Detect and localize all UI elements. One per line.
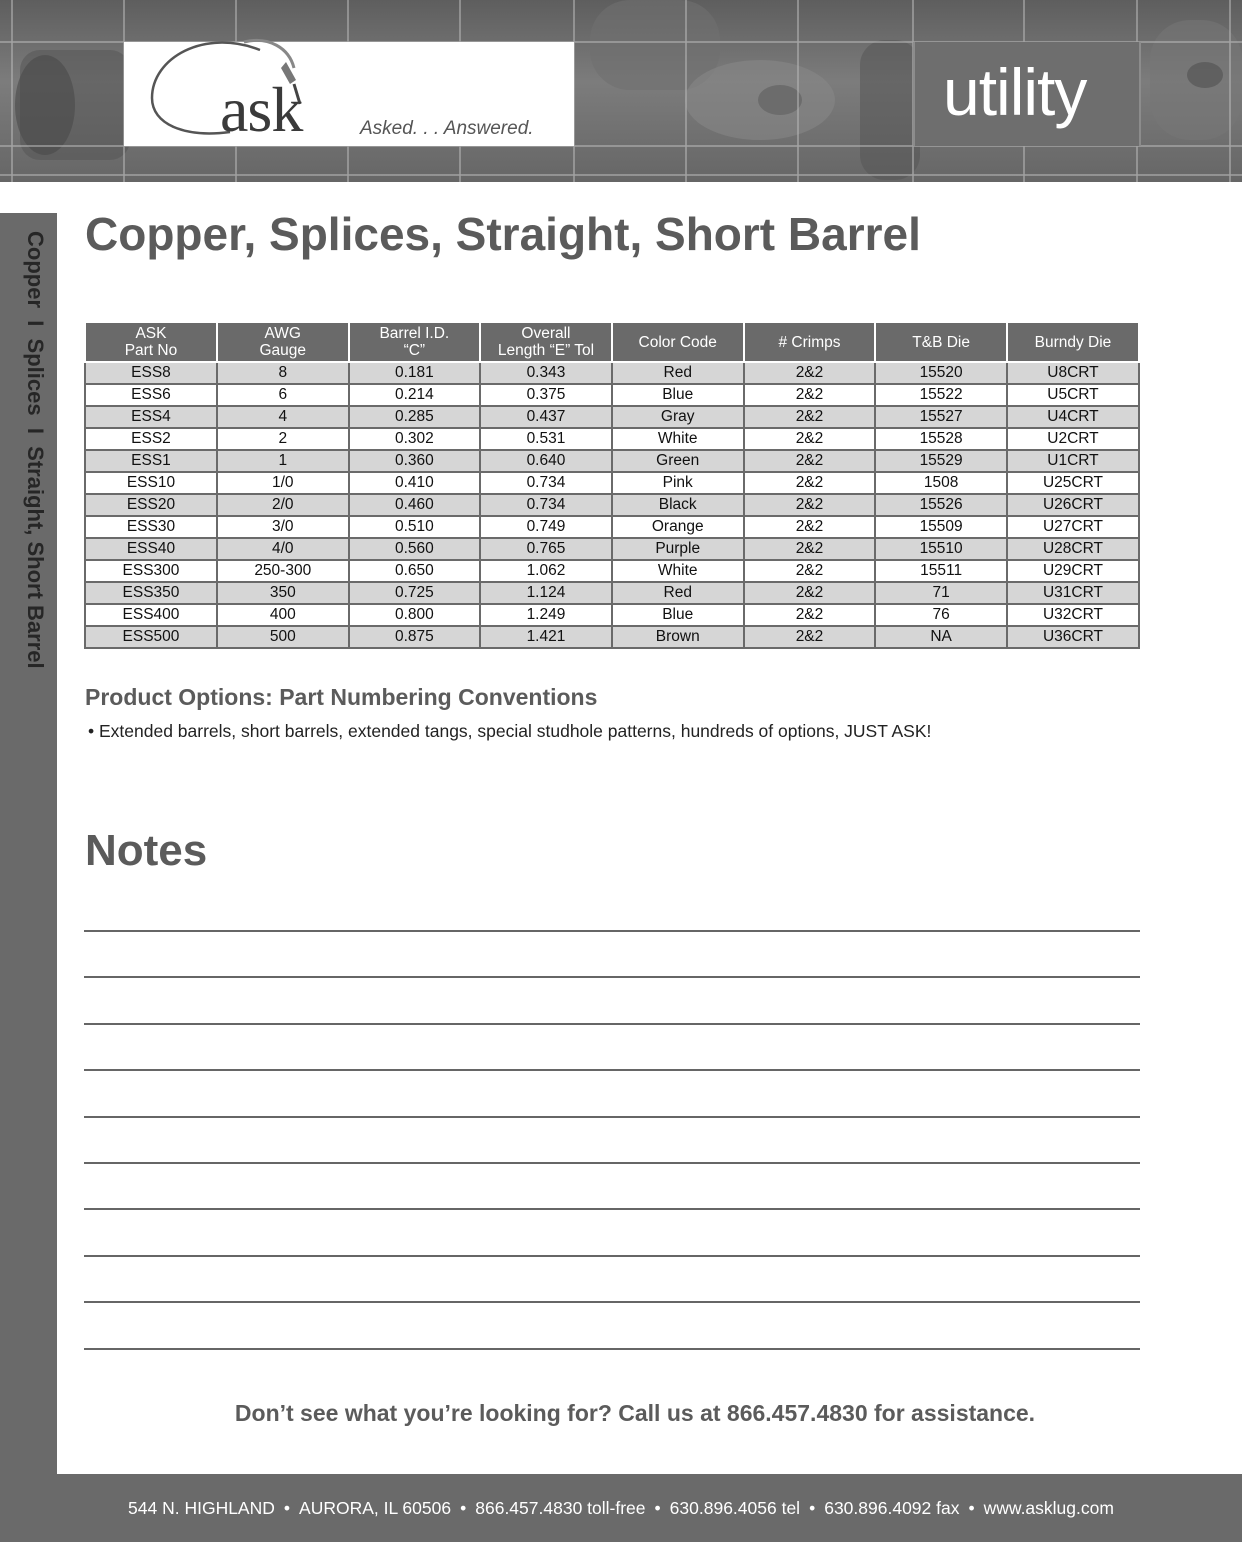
table-cell: 0.285: [349, 406, 481, 428]
table-body: [85, 362, 1139, 648]
table-cell: 15529: [875, 450, 1007, 472]
table-cell: 2&2: [744, 384, 876, 406]
table-row: [85, 428, 1139, 450]
table-cell: ESS20: [85, 494, 217, 516]
table-cell: ESS40: [85, 538, 217, 560]
table-cell: 0.725: [349, 582, 481, 604]
category-badge: [913, 42, 1141, 146]
table-cell: 0.437: [480, 406, 612, 428]
table-cell: 2&2: [744, 362, 876, 384]
table-cell: 2&2: [744, 560, 876, 582]
table-cell: U29CRT: [1007, 560, 1139, 582]
table-cell: 6: [217, 384, 349, 406]
table-cell: 1.062: [480, 560, 612, 582]
table-cell: U8CRT: [1007, 362, 1139, 384]
table-cell: 2&2: [744, 472, 876, 494]
header-banner: [0, 0, 1242, 182]
table-cell: 0.510: [349, 516, 481, 538]
notes-heading: Notes: [85, 826, 208, 875]
table-cell: 2&2: [744, 450, 876, 472]
table-cell: 1508: [875, 472, 1007, 494]
table-row: [85, 582, 1139, 604]
table-cell: 0.640: [480, 450, 612, 472]
table-cell: ESS350: [85, 582, 217, 604]
table-cell: 0.360: [349, 450, 481, 472]
table-cell: 0.800: [349, 604, 481, 626]
table-cell: U28CRT: [1007, 538, 1139, 560]
table-cell: 3/0: [217, 516, 349, 538]
footer-separator: •: [654, 1498, 661, 1518]
table-cell: 0.875: [349, 626, 481, 648]
note-line: [84, 930, 1140, 932]
options-heading: Product Options: Part Numbering Conventions: [85, 684, 598, 710]
table-row: [85, 604, 1139, 626]
note-line: [84, 1348, 1140, 1350]
logo: [124, 42, 574, 146]
table-cell: Gray: [612, 406, 744, 428]
table-cell: Orange: [612, 516, 744, 538]
table-cell: U27CRT: [1007, 516, 1139, 538]
header-color-code: Color Code: [612, 322, 744, 362]
note-line: [84, 1069, 1140, 1071]
table-cell: 8: [217, 362, 349, 384]
table-row: [85, 472, 1139, 494]
table-cell: Pink: [612, 472, 744, 494]
table-cell: ESS30: [85, 516, 217, 538]
table-row: [85, 362, 1139, 384]
table-cell: White: [612, 428, 744, 450]
table-row: [85, 384, 1139, 406]
table-row: [85, 538, 1139, 560]
footer-contact-item: AURORA, IL 60506: [299, 1498, 452, 1518]
footer-contact-info: [0, 1498, 1242, 1519]
table-cell: 15509: [875, 516, 1007, 538]
table-cell: 15522: [875, 384, 1007, 406]
table-cell: 0.560: [349, 538, 481, 560]
note-line: [84, 1162, 1140, 1164]
footer-separator: •: [968, 1498, 975, 1518]
table-cell: 1/0: [217, 472, 349, 494]
table-cell: 2&2: [744, 494, 876, 516]
note-line: [84, 1116, 1140, 1118]
table-cell: White: [612, 560, 744, 582]
note-line: [84, 1301, 1140, 1303]
table-cell: U26CRT: [1007, 494, 1139, 516]
footer: [0, 1474, 1242, 1542]
table-cell: 2&2: [744, 516, 876, 538]
table-cell: 0.765: [480, 538, 612, 560]
table-cell: Blue: [612, 604, 744, 626]
note-line: [84, 976, 1140, 978]
table-cell: 0.460: [349, 494, 481, 516]
header-tb-die: T&B Die: [875, 322, 1007, 362]
table-cell: 4: [217, 406, 349, 428]
sidebar-breadcrumb: Copper I Splices I Straight, Short Barrel: [23, 231, 48, 669]
table-cell: 0.181: [349, 362, 481, 384]
table-cell: ESS500: [85, 626, 217, 648]
table-row: [85, 450, 1139, 472]
logo-wordmark: ask: [220, 74, 303, 145]
table-cell: 250-300: [217, 560, 349, 582]
table-cell: 0.410: [349, 472, 481, 494]
footer-contact-item: 630.896.4056 tel: [669, 1498, 801, 1518]
table-cell: 0.302: [349, 428, 481, 450]
table-header-row: [85, 322, 1139, 362]
table-cell: 2&2: [744, 538, 876, 560]
logo-tagline: Asked. . . Answered.: [360, 118, 534, 139]
table-cell: 71: [875, 582, 1007, 604]
table-cell: U32CRT: [1007, 604, 1139, 626]
table-cell: ESS4: [85, 406, 217, 428]
table-cell: U36CRT: [1007, 626, 1139, 648]
table-row: [85, 626, 1139, 648]
table-cell: 0.749: [480, 516, 612, 538]
table-row: [85, 560, 1139, 582]
call-to-action: Don’t see what you’re looking for? Call us at 866.457.4830 for assistance.: [234, 1400, 1036, 1426]
table-cell: 350: [217, 582, 349, 604]
header-burndy-die: Burndy Die: [1007, 322, 1139, 362]
table-cell: Brown: [612, 626, 744, 648]
table-cell: 76: [875, 604, 1007, 626]
table-cell: Green: [612, 450, 744, 472]
table-cell: ESS1: [85, 450, 217, 472]
footer-contact-item: 544 N. HIGHLAND: [128, 1498, 275, 1518]
table-cell: 2: [217, 428, 349, 450]
table-cell: ESS400: [85, 604, 217, 626]
table-cell: 15511: [875, 560, 1007, 582]
table-cell: U25CRT: [1007, 472, 1139, 494]
table-cell: 1.124: [480, 582, 612, 604]
note-line: [84, 1208, 1140, 1210]
table-cell: ESS300: [85, 560, 217, 582]
table-cell: 2&2: [744, 428, 876, 450]
footer-contact-item: 866.457.4830 toll-free: [475, 1498, 646, 1518]
table-cell: 0.531: [480, 428, 612, 450]
footer-separator: •: [809, 1498, 816, 1518]
table-cell: 500: [217, 626, 349, 648]
table-cell: 0.650: [349, 560, 481, 582]
table-row: [85, 406, 1139, 428]
table-cell: 15528: [875, 428, 1007, 450]
table-cell: 2&2: [744, 626, 876, 648]
table-cell: 0.734: [480, 494, 612, 516]
table-cell: 2/0: [217, 494, 349, 516]
table-cell: 0.734: [480, 472, 612, 494]
table-cell: 15526: [875, 494, 1007, 516]
spec-table: [84, 321, 1140, 649]
table-cell: 15520: [875, 362, 1007, 384]
footer-separator: •: [460, 1498, 467, 1518]
header-barrel-id: Barrel I.D. “C”: [349, 322, 481, 362]
table-cell: ESS8: [85, 362, 217, 384]
table-cell: 2&2: [744, 582, 876, 604]
table-cell: U31CRT: [1007, 582, 1139, 604]
header-overall-length: Overall Length “E” Tol: [480, 322, 612, 362]
table-cell: Red: [612, 582, 744, 604]
table-cell: Black: [612, 494, 744, 516]
table-cell: U2CRT: [1007, 428, 1139, 450]
table-cell: 2&2: [744, 604, 876, 626]
table-cell: ESS6: [85, 384, 217, 406]
options-bullet-item: • Extended barrels, short barrels, extended tangs, special studhole patterns, hundreds of options, JUST ASK!: [88, 721, 932, 741]
table-cell: U5CRT: [1007, 384, 1139, 406]
header-ask-part-no: ASK Part No: [85, 322, 217, 362]
table-cell: Purple: [612, 538, 744, 560]
table-cell: 1.249: [480, 604, 612, 626]
table-cell: 0.343: [480, 362, 612, 384]
header-awg-gauge: AWG Gauge: [217, 322, 349, 362]
table-cell: U4CRT: [1007, 406, 1139, 428]
footer-website-link[interactable]: www.asklug.com: [983, 1498, 1114, 1518]
footer-separator: •: [283, 1498, 291, 1518]
table-cell: 400: [217, 604, 349, 626]
table-cell: Blue: [612, 384, 744, 406]
note-line: [84, 1023, 1140, 1025]
table-cell: 1: [217, 450, 349, 472]
table-cell: NA: [875, 626, 1007, 648]
table-cell: 1.421: [480, 626, 612, 648]
table-cell: ESS10: [85, 472, 217, 494]
table-cell: U1CRT: [1007, 450, 1139, 472]
table-cell: 15527: [875, 406, 1007, 428]
table-cell: Red: [612, 362, 744, 384]
table-row: [85, 516, 1139, 538]
header-crimps: # Crimps: [744, 322, 876, 362]
table-cell: ESS2: [85, 428, 217, 450]
table-cell: 4/0: [217, 538, 349, 560]
page-title: Copper, Splices, Straight, Short Barrel: [85, 208, 921, 260]
note-line: [84, 1255, 1140, 1257]
category-label: utility: [943, 55, 1087, 129]
table-row: [85, 494, 1139, 516]
footer-contact-item: 630.896.4092 fax: [824, 1498, 960, 1518]
table-cell: 0.375: [480, 384, 612, 406]
table-cell: 2&2: [744, 406, 876, 428]
table-cell: 0.214: [349, 384, 481, 406]
table-cell: 15510: [875, 538, 1007, 560]
